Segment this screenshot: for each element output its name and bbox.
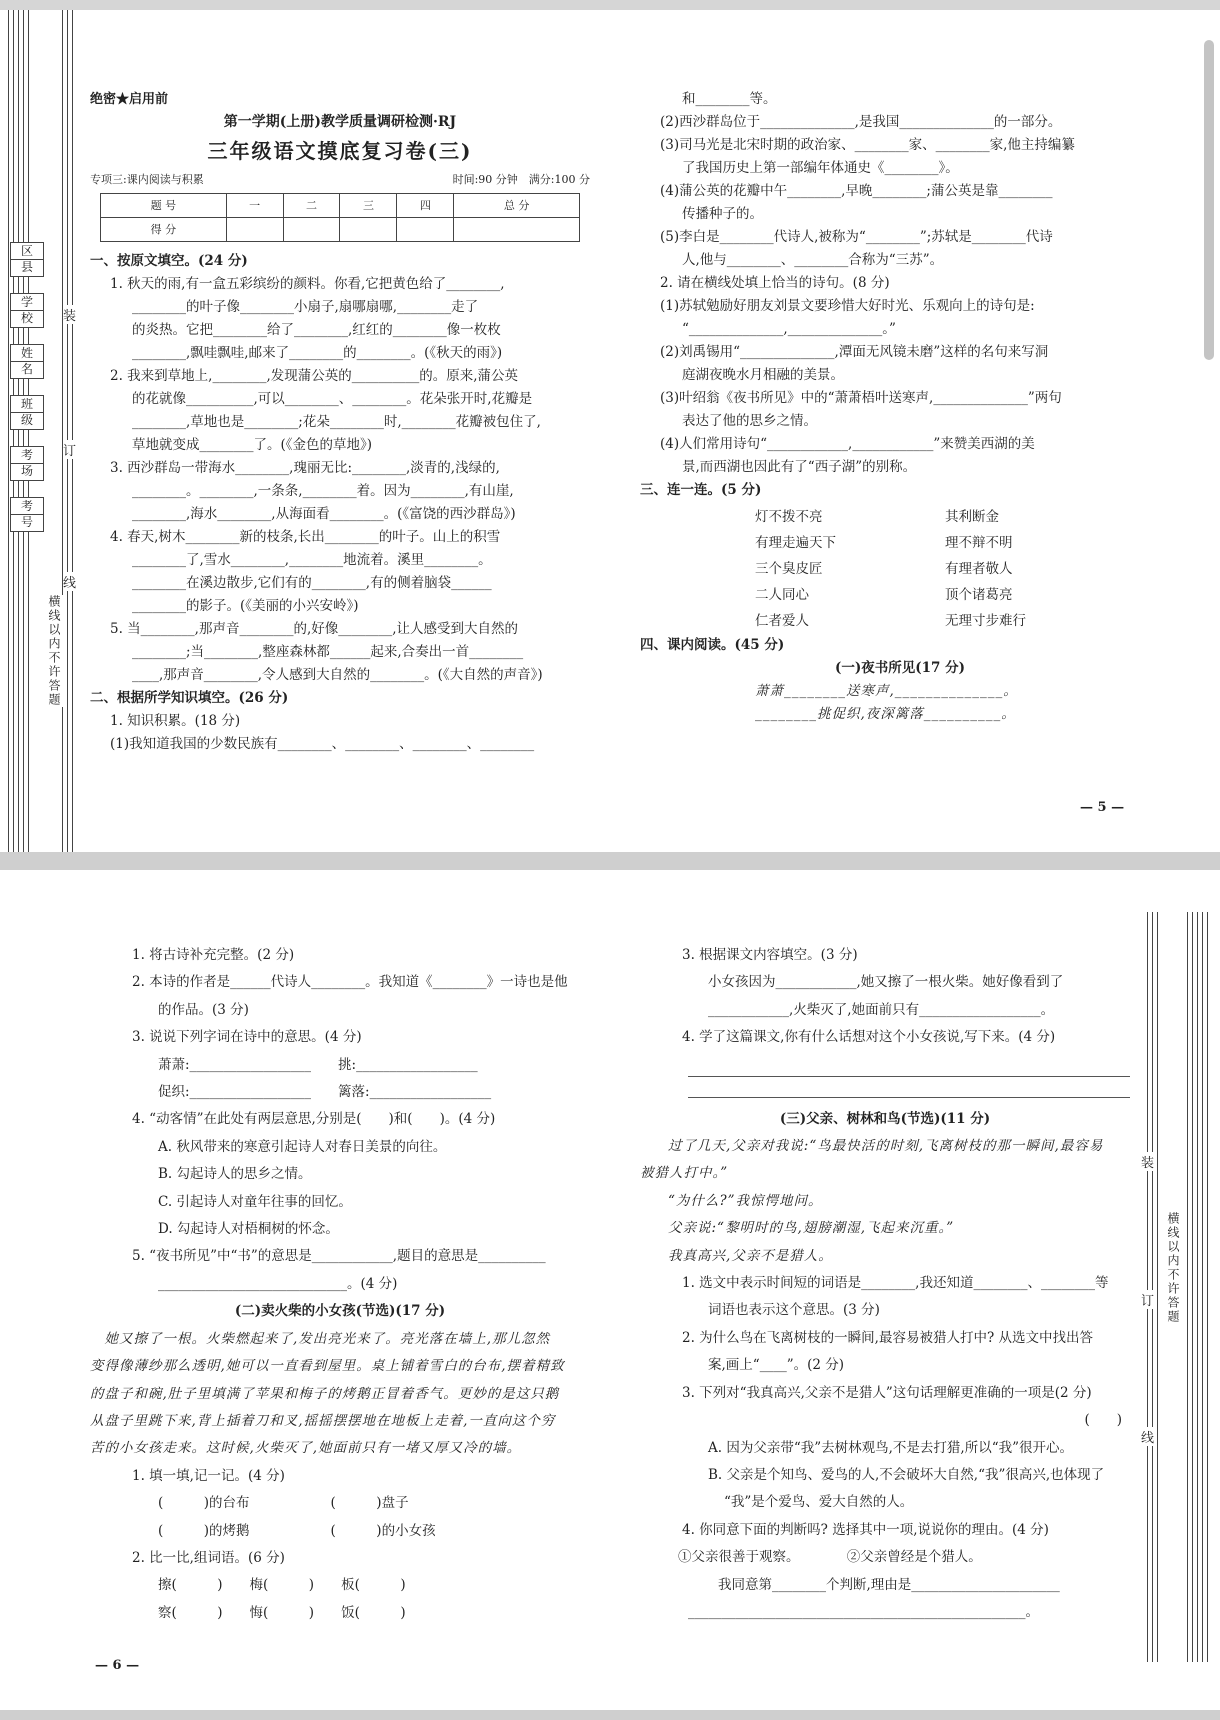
- right-column: [640, 88, 1160, 726]
- match-left-item[interactable]: 有理走遍天下: [755, 535, 836, 551]
- question-line: ________,草地也是________;花朵________时,________花瓣被包住了,: [132, 414, 541, 430]
- passage-line: 被猎人打中。”: [640, 1165, 729, 1182]
- binding-mark-ding: 订: [63, 440, 76, 459]
- question-line: (3)叶绍翁《夜书所见》中的“萧萧梧叶送寒声,______________”两句: [660, 390, 1062, 406]
- score-header-cell: 四: [397, 194, 454, 218]
- match-right-item[interactable]: 其利断金: [945, 509, 999, 525]
- score-header-cell: 题 号: [101, 194, 227, 218]
- page-gap: [0, 852, 1220, 870]
- question-line: 1. 秋天的雨,有一盒五彩缤纷的颜料。你看,它把黄色给了________,: [110, 276, 505, 292]
- left-column: [90, 88, 590, 756]
- exam-title: 三年级语文摸底复习卷(三): [207, 139, 473, 163]
- section-heading: 三、连一连。(5 分): [640, 482, 762, 498]
- question-line: ( )的烤鹅 ( )的小女孩: [158, 1522, 436, 1539]
- exam-page-6: [0, 870, 1220, 1710]
- question-line: 4. 春天,树木________新的枝条,长出________的叶子。山上的积雪: [110, 529, 501, 545]
- question-line: 3. 根据课文内容填空。(3 分): [682, 947, 858, 963]
- score-cell[interactable]: [283, 218, 340, 242]
- question-line: 3. 下列对“我真高兴,父亲不是猎人”这句话理解更准确的一项是(2 分): [682, 1384, 1092, 1401]
- question-line: ________的影子。(《美丽的小兴安岭》): [132, 598, 359, 614]
- question-line: (2)西沙群岛位于______________,是我国______________的一部分。: [660, 114, 1062, 130]
- match-left-list: [755, 504, 836, 634]
- question-line: 案,画上“____”。(2 分): [708, 1357, 845, 1374]
- question-line: ____________________________。(4 分): [158, 1275, 398, 1292]
- binding-warning-text: 横线以内不许答题: [47, 595, 61, 707]
- binding-field-district: 区 县: [10, 242, 44, 277]
- binding-field-room: 考 场: [10, 446, 44, 481]
- answer-bracket[interactable]: ( ): [1084, 1412, 1122, 1429]
- binding-field-number: 考 号: [10, 497, 44, 532]
- question-line: ____________,火柴灭了,她面前只有__________________。: [708, 1001, 1055, 1018]
- question-line: 4. 你同意下面的判断吗? 选择其中一项,说说你的理由。(4 分): [682, 1521, 1049, 1538]
- match-right-item[interactable]: 理不辩不明: [945, 535, 1013, 551]
- passage-line: 我真高兴,父亲不是猎人。: [668, 1247, 833, 1264]
- question-line: (2)刘禹锡用“______________,潭面无风镜未磨”这样的名句来写洞: [660, 344, 1049, 360]
- question-line: ________。________,一条条,________着。因为________,有山崖,: [132, 483, 514, 499]
- passage-line: 的盘子和碗,肚子里填满了苹果和梅子的烤鹅正冒着香气。更妙的是这只鹅: [90, 1385, 560, 1402]
- binding-field-name: 姓 名: [10, 344, 44, 379]
- question-line: 萧萧:__________________ 挑:__________________: [158, 1056, 478, 1073]
- exam-header: 第一学期(上册)教学质量调研检测·RJ: [223, 114, 457, 130]
- binding-mark-zhuang: 装: [63, 305, 76, 324]
- question-line: 1. 填一填,记一记。(4 分): [132, 1467, 285, 1484]
- section-heading: 一、按原文填空。(24 分): [90, 253, 248, 269]
- question-line: 小女孩因为____________,她又擦了一根火柴。她好像看到了: [708, 974, 1064, 991]
- question-line: ________,海水________,从海面看________。(《富饶的西沙群岛》): [132, 506, 516, 522]
- binding-mark-ding: 订: [1141, 1290, 1154, 1309]
- option-line: B. 父亲是个知鸟、爱鸟的人,不会破坏大自然,“我”很高兴,也体现了: [708, 1466, 1105, 1483]
- poem-line: ________挑促织,夜深篱落__________。: [755, 706, 1016, 722]
- match-right-item[interactable]: 无理寸步难行: [945, 613, 1026, 629]
- question-line: 1. 选文中表示时间短的词语是________,我还知道________、________等: [682, 1275, 1109, 1292]
- question-line: 1. 将古诗补充完整。(2 分): [132, 947, 295, 963]
- passage-line: 过了几天,父亲对我说:“鸟最快活的时刻,飞离树枝的那一瞬间,最容易: [668, 1138, 1104, 1155]
- question-line: 2. 本诗的作者是______代诗人________。我知道《________》一诗也是他: [132, 974, 568, 991]
- option-line: D. 勾起诗人对梧桐树的怀念。: [158, 1221, 339, 1238]
- matching-area: [640, 502, 1160, 634]
- question-line: 人,他与________、________合称为“三苏”。: [682, 252, 944, 268]
- page-number: — 6 —: [95, 1658, 140, 1673]
- question-line: 表达了他的思乡之情。: [682, 413, 817, 429]
- match-left-item[interactable]: 灯不拨不亮: [755, 509, 823, 525]
- score-cell[interactable]: [340, 218, 397, 242]
- question-line: 2. 为什么鸟在飞离树枝的一瞬间,最容易被猎人打中? 从选文中找出答: [682, 1329, 1093, 1346]
- question-line: 4. “动客情”在此处有两层意思,分别是( )和( )。(4 分): [132, 1111, 496, 1128]
- question-line: 的花就像__________,可以________、________。花朵张开时,花瓣是: [132, 391, 533, 407]
- passage-line: 从盘子里跳下来,背上插着刀和叉,摇摇摆摆地在地板上走着,一直向这个穷: [90, 1412, 556, 1429]
- reading-title: (一)夜书所见(17 分): [834, 660, 966, 676]
- question-line: (4)人们常用诗句“____________,____________”来赞美西湖的美: [660, 436, 1035, 452]
- time-score-label: 时间:90 分钟 满分:100 分: [452, 173, 590, 186]
- question-line: 2. 比一比,组词语。(6 分): [132, 1549, 285, 1566]
- option-line: A. 秋风带来的寒意引起诗人对春日美景的向往。: [158, 1138, 447, 1155]
- right-column: [640, 942, 1130, 1626]
- left-column: [90, 942, 590, 1627]
- question-line: ________了,雪水________,________地流着。溪里________。: [132, 552, 492, 568]
- question-line: 传播种子的。: [682, 206, 763, 222]
- score-cell[interactable]: [226, 218, 283, 242]
- question-line: 擦( ) 梅( ) 板( ): [158, 1577, 406, 1594]
- secret-label: 绝密★启用前: [90, 92, 169, 107]
- question-line: 的炎热。它把________给了________,红红的________像一枚枚: [132, 322, 501, 338]
- binding-mark-xian: 线: [1141, 1427, 1154, 1446]
- question-line: 促织:__________________ 篱落:__________________: [158, 1084, 492, 1101]
- topic-label: 专项三:课内阅读与积累: [90, 173, 204, 186]
- option-line: A. 因为父亲带“我”去树林观鸟,不是去打猎,所以“我”很开心。: [708, 1439, 1074, 1456]
- question-line: ________,飘哇飘哇,邮来了________的________。(《秋天的雨》): [132, 345, 503, 361]
- question-line: 了我国历史上第一部编年体通史《________》。: [682, 160, 959, 176]
- question-line: 2. 我来到草地上,________,发现蒲公英的__________的。原来,蒲公英: [110, 368, 519, 384]
- binding-strip: [1141, 912, 1210, 1662]
- match-left-item[interactable]: 二人同心: [755, 587, 809, 603]
- question-line: 1. 知识积累。(18 分): [110, 713, 241, 729]
- question-line: ________在溪边散步,它们有的________,有的侧着脑袋______: [132, 575, 492, 591]
- question-line: 5. 当________,那声音________的,好像________,让人感受到大自然的: [110, 621, 519, 637]
- question-line: 词语也表示这个意思。(3 分): [708, 1302, 880, 1319]
- question-line: (1)苏轼勉励好朋友刘景文要珍惜大好时光、乐观向上的诗句是:: [660, 298, 1035, 314]
- option-line: B. 勾起诗人的思乡之情。: [158, 1166, 312, 1183]
- question-line: 2. 请在横线处填上恰当的诗句。(8 分): [660, 275, 890, 291]
- poem-line: 萧萧________送寒声,______________。: [755, 683, 1018, 699]
- passage-line: “为什么?”我惊愕地问。: [668, 1192, 823, 1209]
- question-line: 的作品。(3 分): [158, 1001, 249, 1018]
- question-line: 3. 西沙群岛一带海水________,瑰丽无比:________,淡青的,浅绿的,: [110, 460, 500, 476]
- binding-warning-text: 横线以内不许答题: [1166, 1212, 1180, 1324]
- binding-field-class: 班 级: [10, 395, 44, 430]
- score-header-cell: 一: [226, 194, 283, 218]
- score-header-cell: 二: [283, 194, 340, 218]
- question-line: ____,那声音________,令人感到大自然的________。(《大自然的声音》): [132, 667, 543, 683]
- option-line: “我”是个爱鸟、爱大自然的人。: [724, 1494, 914, 1511]
- question-line: (5)李白是________代诗人,被称为“________”;苏轼是________代诗: [660, 229, 1053, 245]
- passage-line: 父亲说:“黎明时的鸟,翅膀潮湿,飞起来沉重。”: [668, 1220, 955, 1237]
- reading-title: (三)父亲、树林和鸟(节选)(11 分): [779, 1110, 991, 1127]
- binding-strip: [0, 10, 75, 852]
- match-left-item[interactable]: 三个臭皮匠: [755, 561, 823, 577]
- answer-line[interactable]: [688, 1056, 1130, 1077]
- section-heading: 四、课内阅读。(45 分): [640, 637, 785, 653]
- question-line: ( )的台布 ( )盘子: [158, 1495, 409, 1512]
- passage-line: 她又擦了一根。火柴燃起来了,发出亮光来了。亮光落在墙上,那儿忽然: [90, 1330, 551, 1347]
- question-line: 3. 说说下列字词在诗中的意思。(4 分): [132, 1029, 362, 1046]
- question-line: (1)我知道我国的少数民族有________、________、________、________: [110, 736, 535, 752]
- question-line: 草地就变成________了。(《金色的草地》): [132, 437, 373, 453]
- score-header-cell: 总 分: [454, 194, 580, 218]
- passage-line: 变得像薄纱那么透明,她可以一直看到屋里。桌上铺着雪白的台布,摆着精致: [90, 1358, 565, 1375]
- question-line: (3)司马光是北宋时期的政治家、________家、________家,他主持编纂: [660, 137, 1075, 153]
- page-gap: [0, 1710, 1220, 1720]
- match-right-item[interactable]: 顶个诸葛亮: [945, 587, 1013, 603]
- question-line: 5. “夜书所见”中“书”的意思是____________,题目的意思是__________: [132, 1248, 546, 1265]
- match-right-list: [945, 504, 1026, 634]
- question-line: ①父亲很善于观察。 ②父亲曾经是个猎人。: [678, 1549, 982, 1566]
- answer-line[interactable]: [688, 1077, 1130, 1098]
- match-right-item[interactable]: 有理者敬人: [945, 561, 1013, 577]
- score-cell[interactable]: [397, 218, 454, 242]
- question-line: ________的叶子像________小扇子,扇哪扇哪,________走了: [132, 299, 479, 315]
- binding-mark-xian: 线: [63, 572, 76, 591]
- question-line: ________;当________,整座森林都______起来,合奏出一首________: [132, 644, 524, 660]
- question-line: 4. 学了这篇课文,你有什么话想对这个小女孩说,写下来。(4 分): [682, 1029, 1056, 1046]
- exam-page-5: [0, 10, 1220, 852]
- score-header-cell: 三: [340, 194, 397, 218]
- section-heading: 二、根据所学知识填空。(26 分): [90, 690, 289, 706]
- question-line: 庭湖夜晚水月相融的美景。: [682, 367, 844, 383]
- binding-mark-zhuang: 装: [1141, 1152, 1154, 1171]
- score-row-label: 得 分: [101, 218, 227, 242]
- question-line: “______________,______________。”: [682, 321, 896, 337]
- question-line: 和________等。: [682, 91, 777, 107]
- option-line: C. 引起诗人对童年往事的回忆。: [158, 1193, 352, 1210]
- page-number: — 5 —: [1080, 800, 1125, 815]
- scrollbar-thumb[interactable]: [1204, 40, 1214, 360]
- score-table: [100, 193, 580, 242]
- passage-line: 苦的小女孩走来。这时候,火柴灭了,她面前只有一堵又厚又冷的墙。: [90, 1440, 522, 1457]
- question-line: __________________________________________________。: [688, 1603, 1039, 1620]
- binding-field-school: 学 校: [10, 293, 44, 328]
- question-line: 我同意第________个判断,理由是______________________: [718, 1576, 1060, 1593]
- score-cell[interactable]: [454, 218, 580, 242]
- match-left-item[interactable]: 仁者爱人: [755, 613, 809, 629]
- question-line: 察( ) 悔( ) 饭( ): [158, 1604, 406, 1621]
- question-line: 景,而西湖也因此有了“西子湖”的别称。: [682, 459, 917, 475]
- question-line: (4)蒲公英的花瓣中午________,早晚________;蒲公英是靠________: [660, 183, 1053, 199]
- reading-title: (二)卖火柴的小女孩(节选)(17 分): [234, 1303, 446, 1320]
